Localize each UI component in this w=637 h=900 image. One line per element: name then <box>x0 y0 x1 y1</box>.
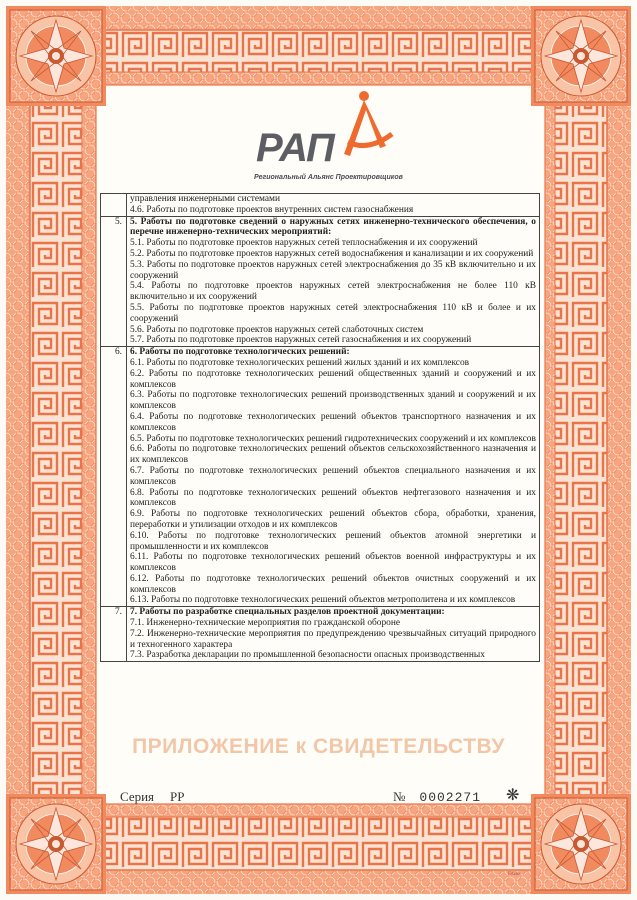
work-item: 5.1. Работы по подготовке проектов наружных сетей теплоснабжения и их сооружений <box>130 238 478 249</box>
compass-icon <box>338 88 398 168</box>
row-content <box>127 347 540 607</box>
works-table <box>100 193 540 662</box>
row-number: 7. <box>101 607 127 662</box>
work-item: 6.9. Работы по подготовке технологических решений объектов сбора, обработки, хранения, переработки и утилизации отходов и их комплексов <box>130 509 536 530</box>
work-item: 5.3. Работы по подготовке проектов наружных сетей электроснабжения до 35 кВ включительно и их сооружений <box>130 259 536 281</box>
star-mark-icon: ❋ <box>506 787 520 804</box>
section-heading: 5. Работы по подготовке сведений о наружных сетях инженерно-технического обеспечения, о перечне инженерно-технических мероприятий: <box>130 216 536 238</box>
work-item: управления инженерными системами <box>130 194 280 204</box>
appendix-title: ПРИЛОЖЕНИЕ к СВИДЕТЕЛЬСТВУ <box>132 735 505 758</box>
company-logo <box>252 88 412 188</box>
table-row <box>101 607 540 662</box>
work-item: 7.3. Разработка декларации по промышленной безопасности опасных производственных <box>130 650 485 661</box>
work-item: 6.10. Работы по подготовке технологических решений объектов атомной энергетики и промышленности и их комплексов <box>130 530 536 552</box>
work-item: 6.12. Работы по подготовке технологических решений объектов очистных сооружений и их комплексов <box>130 573 536 595</box>
series-field <box>120 789 185 805</box>
row-content <box>127 194 540 217</box>
series-label: Серия <box>120 789 155 804</box>
number-value: 0002271 <box>419 790 482 805</box>
work-item: 5.6. Работы по подготовке проектов наружных сетей слаботочных систем <box>130 324 424 335</box>
work-item: 4.6. Работы по подготовке проектов внутренних систем газоснабжения <box>130 204 414 215</box>
table-row <box>101 194 540 217</box>
work-item: 6.2. Работы по подготовке технологических решений общественных зданий и сооружений и их комплексов <box>130 368 536 390</box>
work-item: 6.11. Работы по подготовке технологических решений объектов военной инфраструктуры и их комплексов <box>130 552 536 574</box>
work-item: 7.1. Инженерно-технические мероприятия по гражданской обороне <box>130 618 401 629</box>
table-row <box>101 347 540 607</box>
work-item: 5.7. Работы по подготовке проектов наружных сетей газоснабжения и их сооружений <box>130 335 472 346</box>
work-item: 7.2. Инженерно-технические мероприятия по предупреждению чрезвычайных ситуаций природного и техногенного характера <box>130 628 536 650</box>
work-item: 6.4. Работы по подготовке технологических решений объектов транспортного назначения и их комплексов <box>130 411 536 433</box>
work-item: 6.5. Работы по подготовке технологических решений гидротехнических сооружений и их комплексов <box>130 433 536 444</box>
row-number: 5. <box>101 216 127 347</box>
logo-subtitle: Региональный Альянс Проектировщиков <box>254 174 403 181</box>
section-heading: 7. Работы по разработке специальных разделов проектной документации: <box>130 607 445 618</box>
work-item: 6.8. Работы по подготовке технологических решений объектов нефтегазового назначения и их комплексов <box>130 487 536 509</box>
document-number <box>393 789 481 805</box>
logo-wordmark: РАП <box>256 126 334 170</box>
series-value: РР <box>170 789 185 804</box>
table-row <box>101 216 540 347</box>
work-item: 6.13. Работы по подготовке технологических решений объектов метрополитена и их комплексов <box>130 595 516 606</box>
work-item: 6.7. Работы по подготовке технологических решений объектов специального назначения и их комплексов <box>130 465 536 487</box>
work-item: 5.2. Работы по подготовке проектов наружных сетей водоснабжения и канализации и их сооружений <box>130 248 534 259</box>
printer-mark: Бланк <box>508 872 521 877</box>
work-item: 5.4. Работы по подготовке проектов наружных сетей электроснабжения не более 110 кВ включительно и их сооружений <box>130 281 536 303</box>
section-heading: 6. Работы по подготовке технологических решений: <box>130 347 350 358</box>
number-label: № <box>393 789 406 804</box>
work-item: 6.3. Работы по подготовке технологических решений производственных зданий и сооружений и их комплексов <box>130 390 536 412</box>
row-number: 6. <box>101 347 127 607</box>
work-item: 6.1. Работы по подготовке технологических решений жилых зданий и их комплексов <box>130 357 470 368</box>
row-content <box>127 607 540 662</box>
work-item: 6.6. Работы по подготовке технологических решений объектов сельскохозяйственного назначения и их комплексов <box>130 444 536 466</box>
works-table-container <box>100 193 540 662</box>
row-number <box>101 194 127 217</box>
work-item: 5.5. Работы по подготовке проектов наружных сетей электроснабжения 110 кВ и более и их сооружений <box>130 302 536 324</box>
row-content <box>127 216 540 347</box>
